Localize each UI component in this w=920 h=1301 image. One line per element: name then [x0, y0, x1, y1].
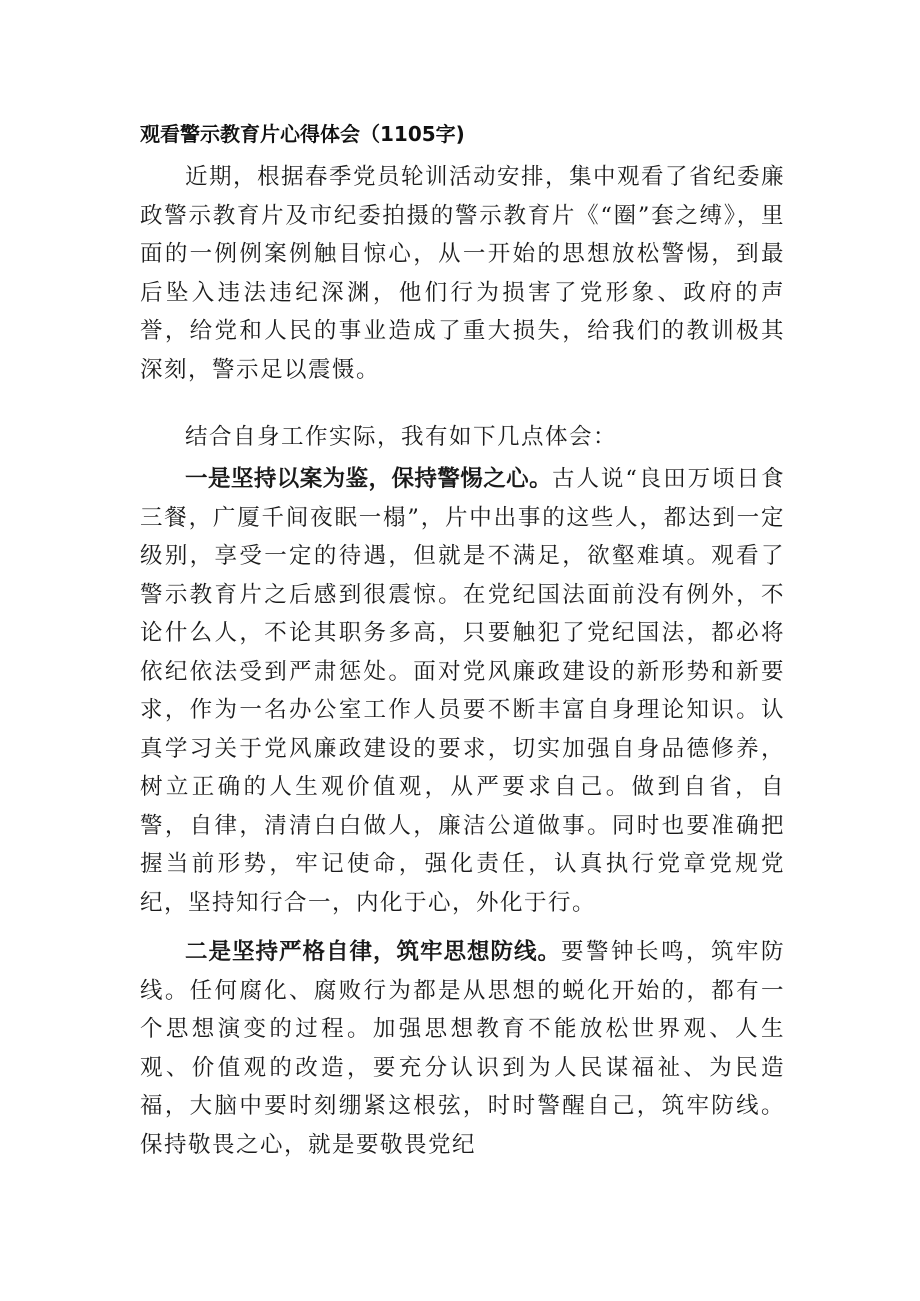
paragraph-intro: 近期，根据春季党员轮训活动安排，集中观看了省纪委廉政警示教育片及市纪委拍摄的警示教育片《“圈”套之缚》，里面的一例例案例触目惊心，从一开始的思想放松警惕，到最后坠入违法违纪深渊，他们行为损害了党形象、政府的声誉，给党和人民的事业造成了重大损失，给我们的教训极其深刻，警示足以震慑。 [140, 164, 786, 383]
point-1-heading: 一是坚持以案为鉴，保持警惕之心。 [185, 466, 553, 492]
document-title: 观看警示教育片心得体会（1105字) [140, 122, 465, 146]
paragraph-transition: 结合自身工作实际，我有如下几点体会： [185, 424, 618, 450]
paragraph-point-2 [140, 933, 785, 1164]
point-1-body: 古人说“良田万顷日食三餐，广厦千间夜眠一榻”，片中出事的这些人，都达到一定级别，享受一定的待遇，但就是不满足，欲壑难填。观看了警示教育片之后感到很震惊。在党纪国法面前没有例外，不论什么人，不论其职务多高，只要触犯了党纪国法，都必将依纪依法受到严肃惩处。面对党风廉政建设的新形势和新要求，作为一名办公室工作人员要不断丰富自身理论知识。认真学习关于党风廉政建设的要求，切实加强自身品德修养，树立正确的人生观价值观，从严要求自己。做到自省，自警，自律，清清白白做人，廉洁公道做事。同时也要准确把握当前形势，牢记使命，强化责任，认真执行党章党规党纪，坚持知行合一，内化于心，外化于行。 [140, 466, 785, 916]
point-2-heading: 二是坚持严格自律，筑牢思想防线。 [185, 939, 561, 965]
paragraph-point-1 [140, 460, 785, 922]
point-2-body: 要警钟长鸣，筑牢防线。任何腐化、腐败行为都是从思想的蜕化开始的，都有一个思想演变的过程。加强思想教育不能放松世界观、人生观、价值观的改造，要充分认识到为人民谋福祉、为民造福，大脑中要时刻绷紧这根弦，时时警醒自己，筑牢防线。保持敬畏之心，就是要敬畏党纪 [140, 939, 785, 1158]
